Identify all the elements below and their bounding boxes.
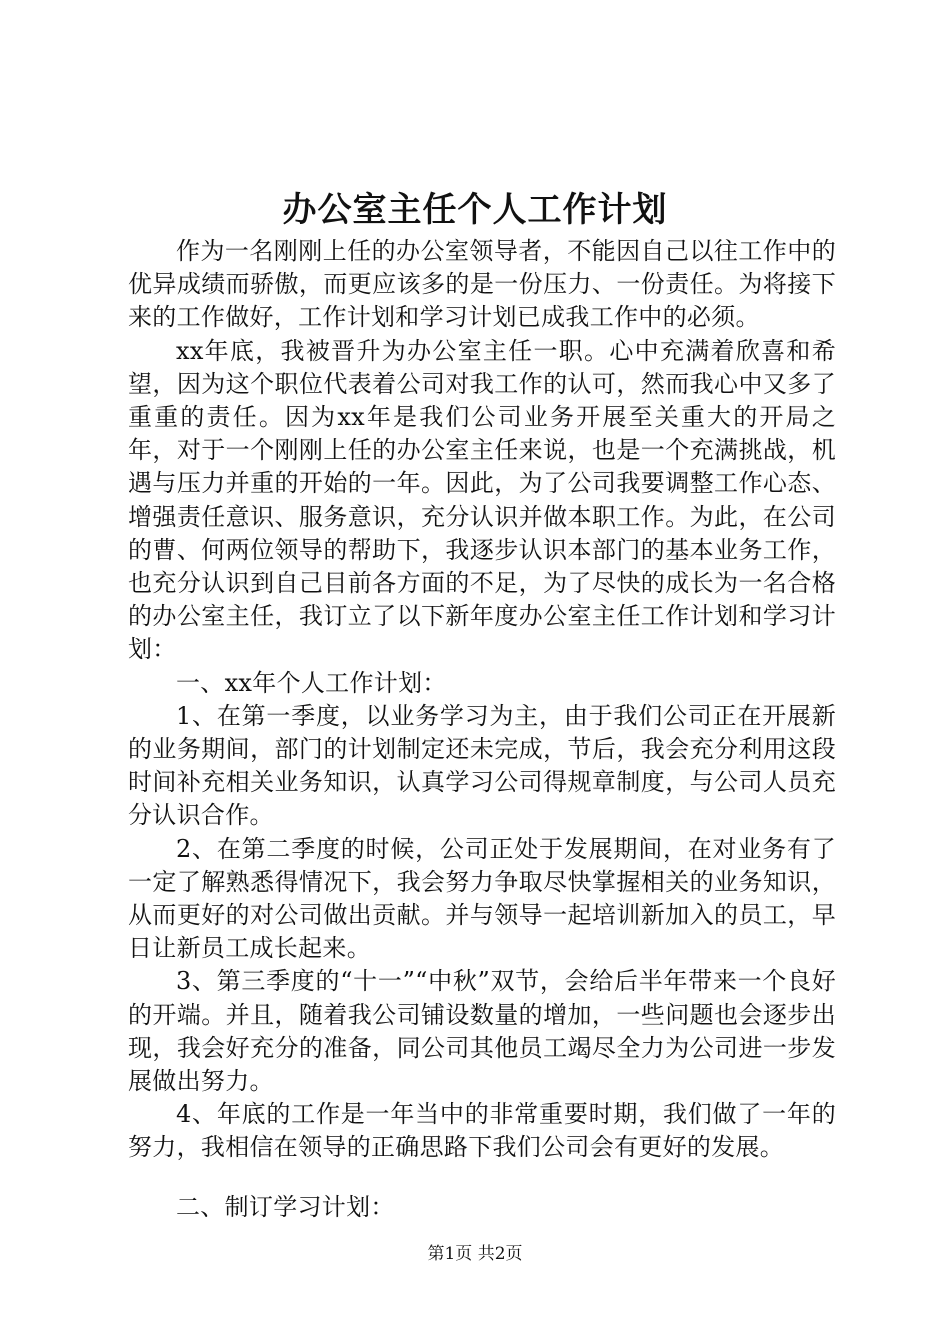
paragraph-q3: 3、第三季度的“十一”“中秋”双节，会给后半年带来一个良好的开端。并且，随着我公司铺设数量的增加，一些问题也会逐步出现，我会好充分的准备，同公司其他员工竭尽全力为公司进一步发展做出努力。 <box>128 967 836 1096</box>
page-footer: 第1页 共2页 <box>427 1244 523 1264</box>
paragraph-q2: 2、在第二季度的时候，公司正处于发展期间，在对业务有了一定了解熟悉得情况下，我会努力争取尽快掌握相关的业务知识，从而更好的对公司做出贡献。并与领导一起培训新加入的员工，早日让新员工成长起来。 <box>128 834 836 963</box>
section-heading-work-plan: 一、xx年个人工作计划： <box>176 668 447 697</box>
document-body <box>128 235 836 1224</box>
paragraph-intro: 作为一名刚刚上任的办公室领导者，不能因自己以往工作中的优异成绩而骄傲，而更应该多的是一份压力、一份责任。为将接下来的工作做好，工作计划和学习计划已成我工作中的必须。 <box>128 237 836 332</box>
section-heading-study-plan: 二、制订学习计划： <box>176 1192 395 1221</box>
paragraph-q1: 1、在第一季度，以业务学习为主，由于我们公司正在开展新的业务期间，部门的计划制定还未完成，节后，我会充分利用这段时间补充相关业务知识，认真学习公司得规章制度，与公司人员充分认识合作。 <box>128 701 836 830</box>
page-title: 办公室主任个人工作计划 <box>282 190 668 230</box>
paragraph-q4: 4、年底的工作是一年当中的非常重要时期，我们做了一年的努力，我相信在领导的正确思路下我们公司会有更好的发展。 <box>128 1100 836 1162</box>
paragraph-background: xx年底，我被晋升为办公室主任一职。心中充满着欣喜和希望，因为这个职位代表着公司对我工作的认可，然而我心中又多了重重的责任。因为xx年是我们公司业务开展至关重大的开局之年，对于一个刚刚上任的办公室主任来说，也是一个充满挑战，机遇与压力并重的开始的一年。因此，为了公司我要调整工作心态、增强责任意识、服务意识，充分认识并做本职工作。为此，在公司的曹、何两位领导的帮助下，我逐步认识本部门的基本业务工作，也充分认识到自己目前各方面的不足，为了尽快的成长为一名合格的办公室主任，我订立了以下新年度办公室主任工作计划和学习计划： <box>128 336 836 664</box>
